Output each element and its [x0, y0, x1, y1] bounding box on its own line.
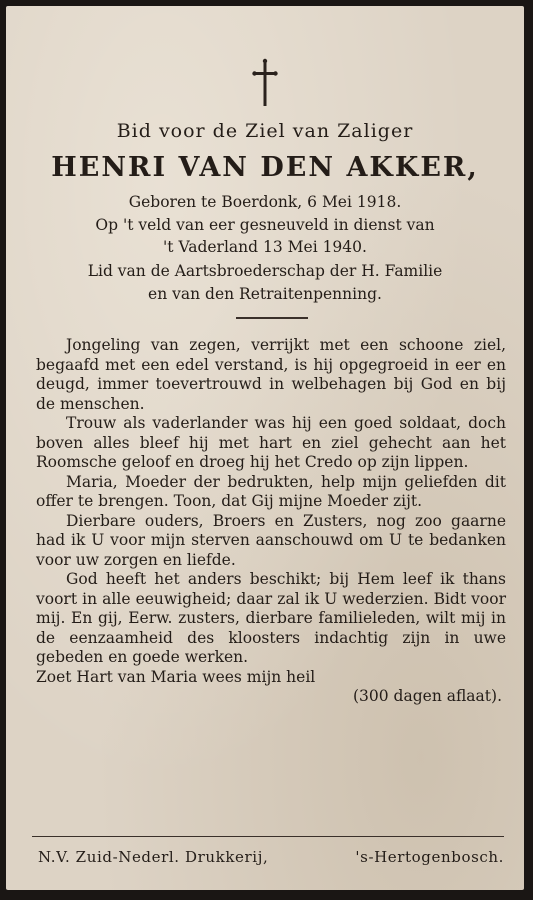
- printer-city: 's-Hertogenbosch.: [355, 848, 504, 866]
- paragraph: Maria, Moeder der bedrukten, help mijn geliefden dit offer te brengen. Toon, dat Gij mijne Moeder zijt.: [36, 472, 506, 510]
- paragraph: God heeft het anders beschikt; bij Hem leef ik thans voort in alle eeuwigheid; daar zal ik U wederzien. Bidt voor mij. En gij, Eerw. zusters, dierbare familieleden, wilt mij in de eenzaamheid des kloosters indachtig zijn in uwe gebeden en goede werken.: [36, 570, 506, 666]
- death-line-2: 't Vaderland 13 Mei 1940.: [163, 238, 367, 256]
- birth-line: Geboren te Boerdonk, 6 Mei 1918.: [128, 193, 402, 211]
- divider: [236, 317, 308, 319]
- memorial-text: [36, 336, 506, 707]
- paragraph: Dierbare ouders, Broers en Zusters, nog zoo gaarne had ik U voor mijn sterven aanschouwd om U te bedanken voor uw zorgen en liefde.: [36, 511, 506, 569]
- paragraph: Jongeling van zegen, verrijkt met een schoone ziel, begaafd met een edel verstand, is hij opgegroeid in eer en deugd, immer toevertrouwd in welbehagen bij God en bij de menschen.: [36, 336, 506, 413]
- intro-line: Bid voor de Ziel van Zaliger: [116, 120, 414, 142]
- paragraph: Trouw als vaderlander was hij een goed soldaat, doch boven alles bleef hij met hart en ziel gehecht aan het Roomsche geloof en droeg hij het Credo op zijn lippen.: [36, 414, 506, 471]
- prayer-line: Zoet Hart van Maria wees mijn heil: [36, 667, 316, 686]
- prayer-card: [6, 6, 524, 890]
- membership-line-2: en van den Retraitenpenning.: [148, 285, 382, 303]
- printer-name: N.V. Zuid-Nederl. Drukkerij,: [38, 848, 269, 866]
- membership-line-1: Lid van de Aartsbroederschap der H. Familie: [87, 262, 443, 280]
- footer-divider: [32, 836, 504, 837]
- deceased-name: HENRI VAN DEN AKKER,: [51, 152, 479, 183]
- indulgence-note: (300 dagen aflaat).: [353, 687, 502, 705]
- printer-imprint: [38, 848, 504, 866]
- death-line-1: Op 't veld van eer gesneuveld in dienst van: [95, 216, 435, 234]
- cross-icon: [6, 58, 524, 110]
